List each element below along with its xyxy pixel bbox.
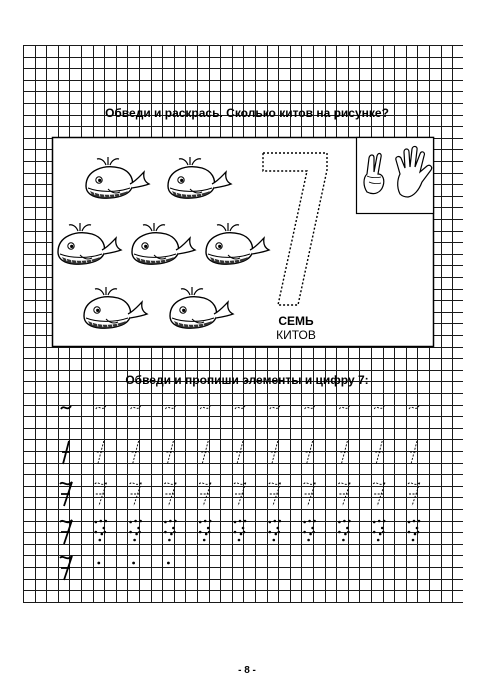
tracing-rows [60, 406, 420, 580]
trace-dot [133, 539, 136, 542]
trace-dot [164, 521, 167, 524]
trace-dot [129, 531, 132, 534]
trace-dot [377, 539, 380, 542]
trace-dot [416, 527, 419, 530]
trace-dot [234, 521, 237, 524]
trace-dot [95, 531, 98, 534]
trace-stroke-element [132, 441, 140, 464]
trace-dot [244, 520, 247, 523]
trace-dot [312, 531, 315, 534]
caption-noun: КИТОВ [276, 328, 316, 342]
trace-dot [240, 533, 243, 536]
trace-dot [418, 520, 421, 523]
trace-dot [342, 539, 345, 542]
trace-dot [208, 531, 211, 534]
task-instruction-count: Обведи и раскрась. Сколько китов на рисунке? [105, 106, 389, 120]
start-dot [97, 562, 100, 565]
trace-dot [274, 520, 277, 523]
trace-dot [348, 520, 351, 523]
trace-stroke-element [62, 441, 70, 464]
trace-dot [338, 531, 341, 534]
trace-dot [164, 531, 167, 534]
trace-wave-element [61, 406, 71, 409]
trace-dot [234, 531, 237, 534]
trace-dot [105, 520, 108, 523]
trace-seven-digit [234, 482, 246, 506]
trace-dot [207, 527, 210, 530]
trace-stroke-element [340, 441, 348, 464]
trace-dot [307, 539, 310, 542]
trace-dot [170, 533, 173, 536]
trace-dot [278, 531, 281, 534]
trace-dot [205, 533, 208, 536]
trace-stroke-element [271, 441, 279, 464]
trace-dot [279, 520, 282, 523]
start-dot [167, 562, 170, 565]
trace-dot [408, 531, 411, 534]
trace-dot [101, 533, 104, 536]
trace-dot [414, 533, 417, 536]
trace-dot [135, 533, 138, 536]
trace-dot [173, 531, 176, 534]
trace-dot [243, 531, 246, 534]
trace-dot [168, 539, 171, 542]
trace-dot [138, 531, 141, 534]
trace-dot [238, 539, 241, 542]
trace-dot [204, 520, 207, 523]
trace-dot [273, 539, 276, 542]
trace-dot [277, 527, 280, 530]
trace-stroke-element [201, 441, 209, 464]
trace-stroke-element [236, 441, 244, 464]
trace-dot [303, 521, 306, 524]
trace-dot [100, 520, 103, 523]
trace-dot [311, 527, 314, 530]
trace-dot [309, 533, 312, 536]
trace-wave-element [374, 406, 384, 409]
trace-dot [269, 531, 272, 534]
trace-dot [242, 527, 245, 530]
caption-number-word: СЕМЬ [278, 314, 314, 328]
trace-dot [174, 520, 177, 523]
trace-dot [134, 520, 137, 523]
trace-dot [169, 520, 172, 523]
trace-dot [172, 527, 175, 530]
trace-dot [269, 521, 272, 524]
trace-dot [313, 520, 316, 523]
trace-dot [412, 539, 415, 542]
task-instruction-trace: Обведи и пропиши элементы и цифру 7: [125, 373, 369, 387]
trace-dot [381, 527, 384, 530]
trace-stroke-element [410, 441, 418, 464]
trace-wave-element [165, 406, 175, 409]
trace-dot [378, 520, 381, 523]
trace-dot [139, 520, 142, 523]
trace-dot [373, 531, 376, 534]
trace-seven-digit [408, 482, 420, 506]
trace-dot [408, 521, 411, 524]
trace-dot [95, 521, 98, 524]
trace-stroke-element [166, 441, 174, 464]
trace-dot [308, 520, 311, 523]
trace-dot [379, 533, 382, 536]
trace-dot [199, 521, 202, 524]
trace-dot [338, 521, 341, 524]
trace-dot [344, 533, 347, 536]
trace-dot [103, 527, 106, 530]
page-number: - 8 - [238, 665, 256, 676]
trace-dot [417, 531, 420, 534]
trace-stroke-element [306, 441, 314, 464]
trace-dot [99, 539, 102, 542]
trace-dot [383, 520, 386, 523]
trace-dot [203, 539, 206, 542]
trace-dot [209, 520, 212, 523]
start-dot [132, 562, 135, 565]
trace-dot [199, 531, 202, 534]
trace-dot [413, 520, 416, 523]
trace-stroke-element [375, 441, 383, 464]
trace-dot [373, 521, 376, 524]
trace-dot [347, 531, 350, 534]
trace-dot [239, 520, 242, 523]
trace-dot [346, 527, 349, 530]
trace-dot [129, 521, 132, 524]
trace-stroke-element [97, 441, 105, 464]
trace-wave-element [339, 406, 349, 409]
trace-dot [303, 531, 306, 534]
trace-dot [275, 533, 278, 536]
trace-dot [137, 527, 140, 530]
trace-wave-element [200, 406, 210, 409]
trace-dot [382, 531, 385, 534]
trace-dot [104, 531, 107, 534]
trace-seven-digit [60, 482, 72, 506]
trace-dot [343, 520, 346, 523]
